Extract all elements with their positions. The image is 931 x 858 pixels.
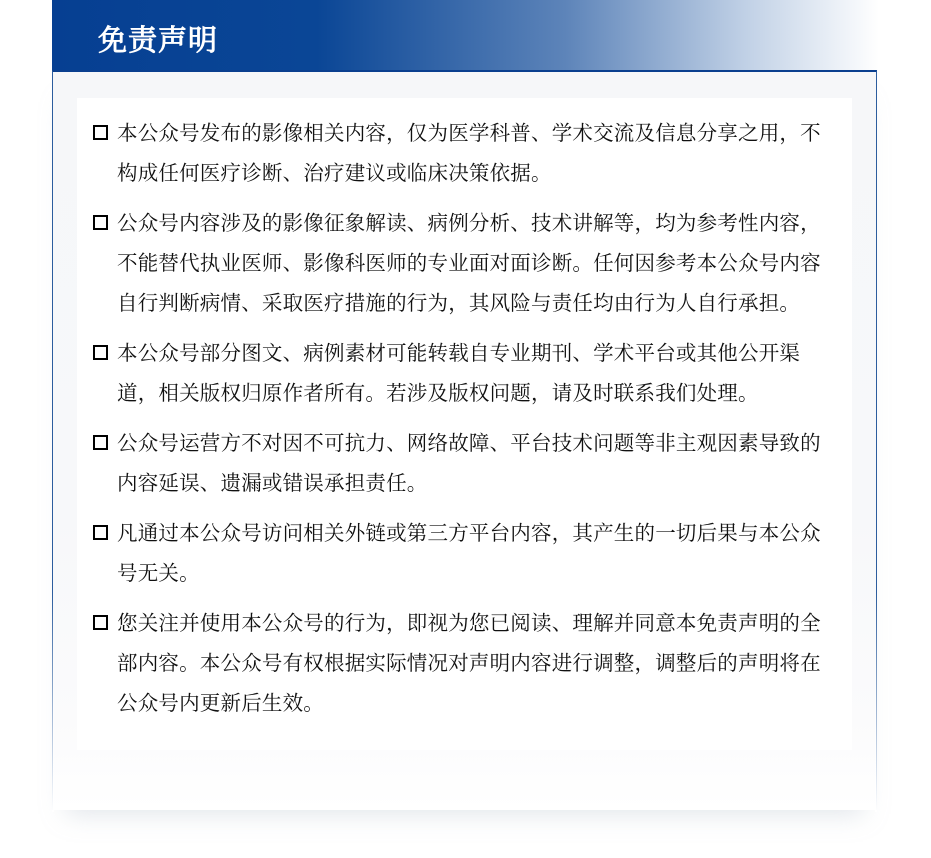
list-item <box>90 333 835 413</box>
disclaimer-text: 凡通过本公众号访问相关外链或第三方平台内容，其产生的一切后果与本公众号无关。 <box>117 521 821 585</box>
list-item <box>90 203 835 323</box>
disclaimer-text: 本公众号发布的影像相关内容，仅为医学科普、学术交流及信息分享之用，不构成任何医疗诊断、治疗建议或临床决策依据。 <box>117 121 821 185</box>
card-border-fade-left <box>52 592 54 812</box>
disclaimer-list <box>90 113 835 733</box>
disclaimer-text: 您关注并使用本公众号的行为，即视为您已阅读、理解并同意本免责声明的全部内容。本公众号有权根据实际情况对声明内容进行调整，调整后的声明将在公众号内更新后生效。 <box>117 611 821 715</box>
list-item <box>90 513 835 593</box>
list-item <box>90 423 835 503</box>
square-bullet-icon <box>93 525 108 540</box>
disclaimer-text: 本公众号部分图文、病例素材可能转载自专业期刊、学术平台或其他公开渠道，相关版权归原作者所有。若涉及版权问题，请及时联系我们处理。 <box>117 341 801 405</box>
page-title: 免责声明 <box>98 23 219 57</box>
square-bullet-icon <box>93 125 108 140</box>
card-border-fade-right <box>875 592 877 812</box>
square-bullet-icon <box>93 345 108 360</box>
list-item <box>90 603 835 723</box>
square-bullet-icon <box>93 615 108 630</box>
disclaimer-text: 公众号内容涉及的影像征象解读、病例分析、技术讲解等，均为参考性内容，不能替代执业医师、影像科医师的专业面对面诊断。任何因参考本公众号内容自行判断病情、采取医疗措施的行为，其风险与责任均由行为人自行承担。 <box>117 211 821 315</box>
disclaimer-text: 公众号运营方不对因不可抗力、网络故障、平台技术问题等非主观因素导致的内容延误、遗漏或错误承担责任。 <box>117 431 821 495</box>
square-bullet-icon <box>93 215 108 230</box>
square-bullet-icon <box>93 435 108 450</box>
list-item <box>90 113 835 193</box>
